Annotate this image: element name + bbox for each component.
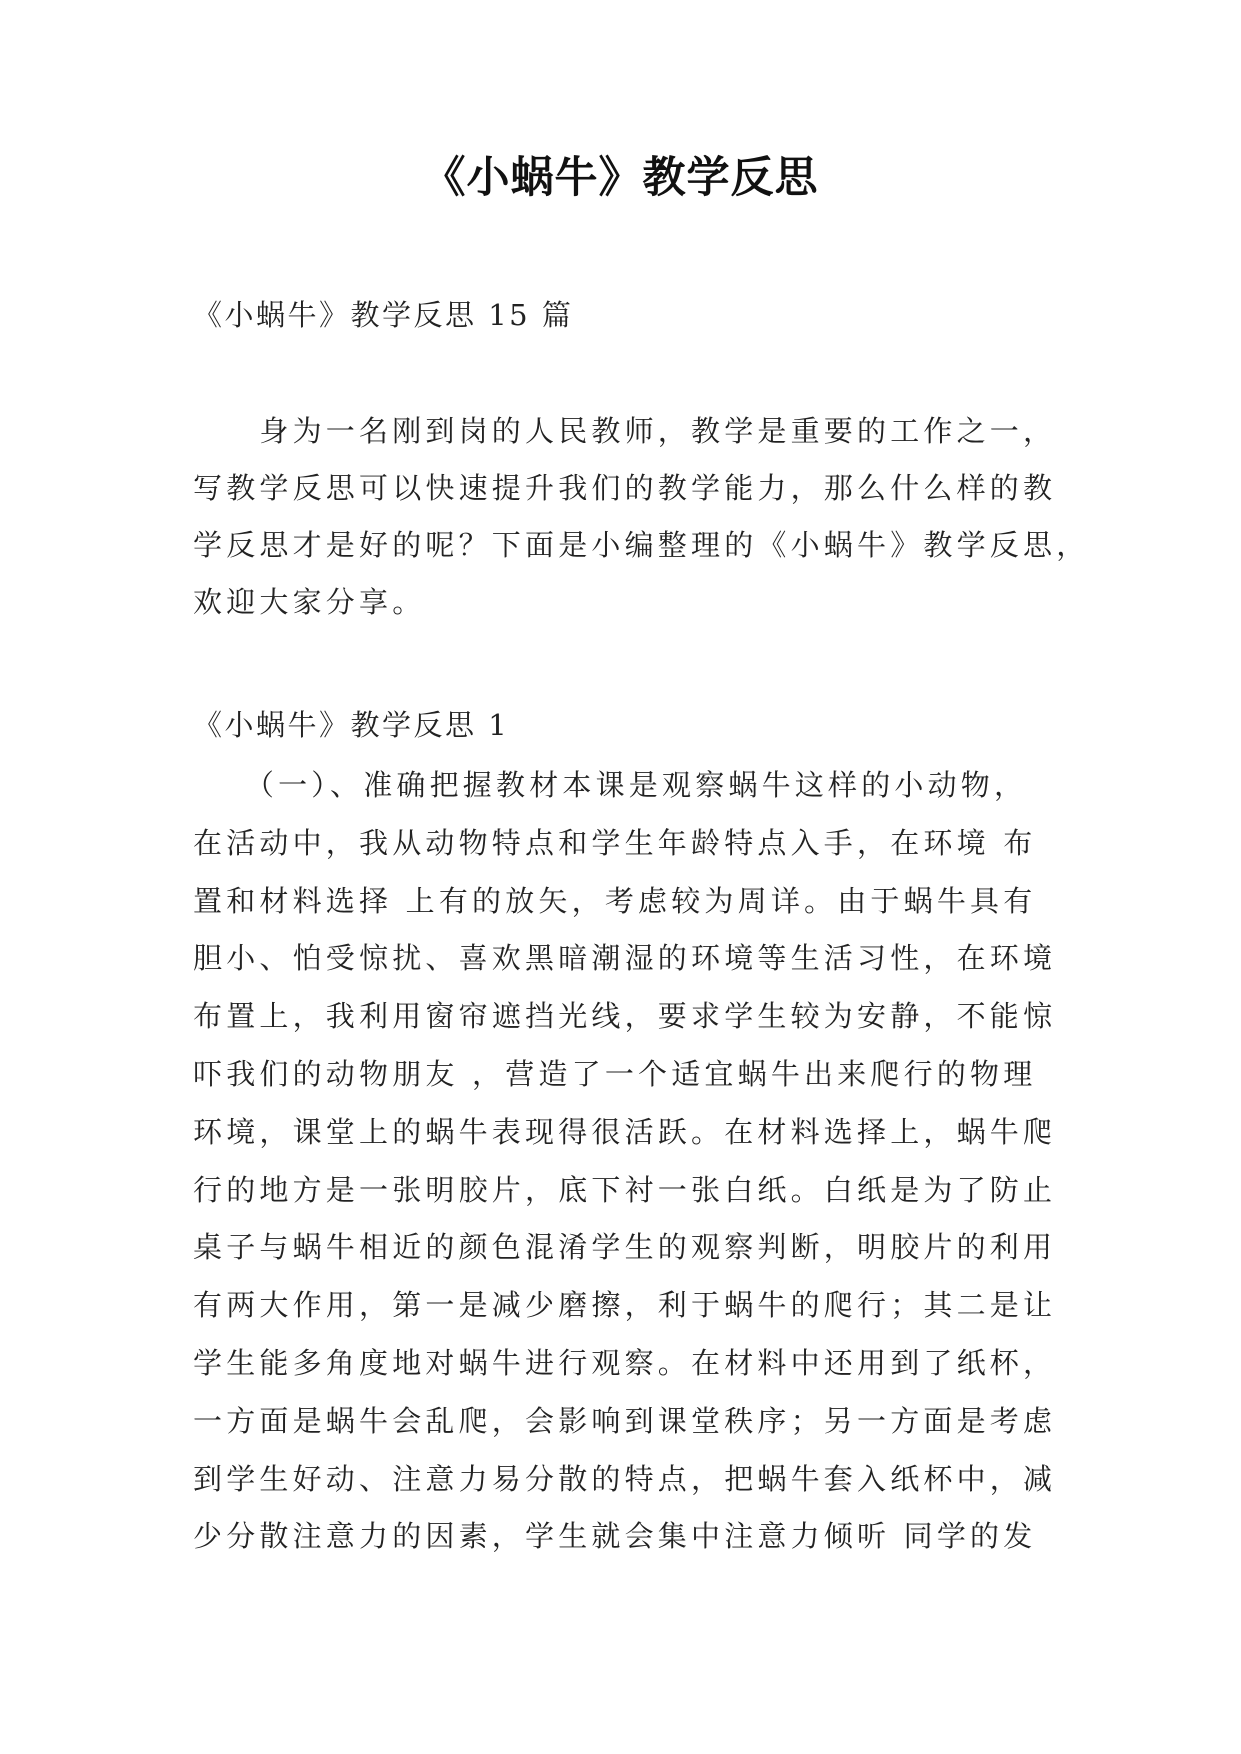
intro-line: 写教学反思可以快速提升我们的教学能力，那么什么样的教	[193, 471, 1057, 505]
section-line: 吓我们的动物朋友 ，营造了一个适宜蜗牛出来爬行的物理	[193, 1056, 1037, 1091]
section-heading	[193, 700, 1073, 750]
section-line: 环境，课堂上的蜗牛表现得很活跃。在材料选择上，蜗牛爬	[193, 1114, 1057, 1149]
section-line: 在活动中，我从动物特点和学生年龄特点入手，在环境 布	[193, 825, 1037, 860]
section-line: 学生能多角度地对蜗牛进行观察。在材料中还用到了纸杯，	[193, 1345, 1057, 1380]
section-line: 行的地方是一张明胶片，底下衬一张白纸。白纸是为了防止	[193, 1172, 1057, 1207]
document-title: 《小蜗牛》教学反思	[422, 153, 819, 203]
section-line: 桌子与蜗牛相近的颜色混淆学生的观察判断，明胶片的利用	[193, 1230, 1057, 1265]
section-line: 到学生好动、注意力易分散的特点，把蜗牛套入纸杯中，减	[193, 1461, 1057, 1496]
section-paragraph	[193, 757, 1073, 1566]
section-line: 有两大作用，第一是减少磨擦，利于蜗牛的爬行；其二是让	[193, 1288, 1057, 1323]
intro-line: 欢迎大家分享。	[193, 585, 426, 619]
intro-line: 身为一名刚到岗的人民教师，教学是重要的工作之一，	[193, 414, 1057, 448]
section-line: （一）、准确把握教材本课是观察蜗牛这样的小动物，	[193, 768, 1028, 802]
section-line: 置和材料选择 上有的放矢，考虑较为周详。由于蜗牛具有	[193, 883, 1037, 918]
section-line: 布置上，我利用窗帘遮挡光线，要求学生较为安静，不能惊	[193, 999, 1057, 1034]
document-subtitle	[193, 290, 1073, 340]
subtitle-line: 《小蜗牛》教学反思 15 篇	[193, 298, 574, 332]
section-line: 一方面是蜗牛会乱爬，会影响到课堂秩序；另一方面是考虑	[193, 1403, 1057, 1438]
section-line: 胆小、怕受惊扰、喜欢黑暗潮湿的环境等生活习性，在环境	[193, 941, 1057, 976]
intro-paragraph	[193, 403, 1090, 631]
section-line: 少分散注意力的因素，学生就会集中注意力倾听 同学的发	[193, 1519, 1037, 1554]
intro-line: 学反思才是好的呢？下面是小编整理的《小蜗牛》教学反思，	[193, 528, 1090, 562]
section-heading-line: 《小蜗牛》教学反思 1	[193, 708, 510, 742]
